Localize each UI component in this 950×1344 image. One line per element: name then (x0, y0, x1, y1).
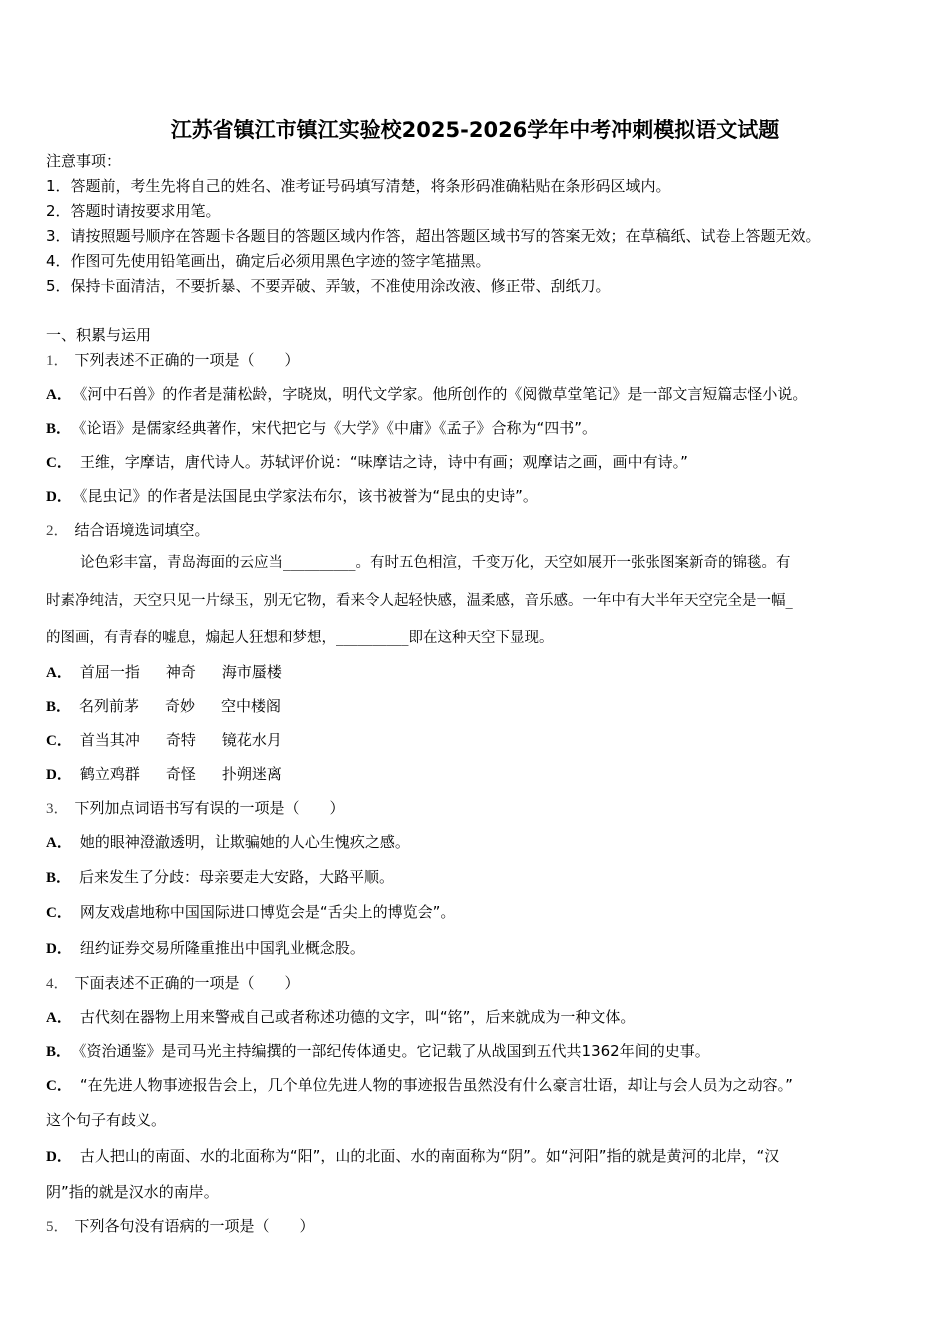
option-label: A． (46, 835, 72, 851)
option-a (46, 384, 807, 405)
notice-item: 5．保持卡面清洁，不要折暴、不要弄破、弄皱，不准使用涂改液、修正带、刮纸刀。 (46, 277, 611, 295)
question-5 (46, 1216, 315, 1237)
option-word: 奇怪 (165, 765, 196, 783)
option-text: 王维，字摩诘，唐代诗人。苏轼评价说：“味摩诘之诗，诗中有画；观摩诘之画，画中有诗。” (79, 453, 688, 471)
option-c-continued: 这个句子有歧义。 (46, 1111, 167, 1129)
option-text: 《论语》是儒家经典著作，宋代把它与《大学》《中庸》《孟子》合称为“四书”。 (79, 419, 598, 437)
notice-item: 2．答题时请按要求用笔。 (46, 202, 221, 220)
option-label: C． (46, 1078, 72, 1094)
option-a (46, 1007, 635, 1028)
option-label: C． (46, 905, 72, 921)
notice-item: 4．作图可先使用铅笔画出，确定后必须用黑色字迹的签字笔描黑。 (46, 252, 491, 270)
option-b (46, 418, 597, 439)
question-stem: 下列表述不正确的一项是（ ） (74, 351, 300, 369)
question-4 (46, 973, 300, 994)
option-text: 纽约证券交易所隆重推出中国乳业概念股。 (79, 939, 365, 957)
question-stem: 下列加点词语书写有误的一项是（ ） (74, 799, 345, 817)
option-label: A． (46, 1010, 72, 1026)
question-number: 1． (46, 353, 69, 369)
option-b (46, 867, 394, 888)
option-word: 海市蜃楼 (221, 663, 282, 681)
passage-line: 的图画，有青春的嘘息，煽起人狂想和梦想，__________即在这种天空下显现。 (46, 630, 554, 646)
option-text: 网友戏虐地称中国国际进口博览会是“舌尖上的博览会”。 (79, 903, 456, 921)
option-d (46, 1146, 779, 1167)
option-word: 奇妙 (165, 697, 196, 715)
option-label: A． (46, 665, 72, 681)
option-text: 她的眼神澄澈透明，让欺骗她的人心生愧疚之感。 (79, 833, 410, 851)
option-d (46, 486, 538, 507)
option-label: D． (46, 941, 72, 957)
option-word: 扑朔迷离 (221, 765, 282, 783)
option-c (46, 902, 455, 923)
option-text: 古代刻在器物上用来警戒自己或者称述功德的文字，叫“铭”，后来就成为一种文体。 (79, 1008, 636, 1026)
option-label: B． (46, 1044, 72, 1060)
option-label: D． (46, 767, 72, 783)
option-word: 奇特 (165, 731, 196, 749)
option-a (46, 832, 410, 853)
option-d-continued: 阴”指的就是汉水的南岸。 (46, 1183, 219, 1201)
question-stem: 下面表述不正确的一项是（ ） (74, 974, 300, 992)
option-label: C． (46, 733, 72, 749)
notice-item: 1．答题前，考生先将自己的姓名、准考证号码填写清楚，将条形码准确粘贴在条形码区域内。 (46, 177, 671, 195)
option-label: B． (46, 421, 72, 437)
question-number: 5． (46, 1219, 69, 1235)
section-heading: 一、积累与运用 (46, 326, 152, 344)
option-label: B． (46, 699, 72, 715)
option-c (46, 1075, 793, 1096)
option-label: B． (46, 870, 72, 886)
question-1 (46, 350, 300, 371)
question-2 (46, 520, 210, 541)
passage-line: 时素净纯洁，天空只见一片绿玉，别无它物，看来令人起轻快感，温柔感，音乐感。一年中有大半年天空完全是一幅_ (46, 593, 793, 609)
option-word: 空中楼阁 (221, 697, 282, 715)
option-label: A． (46, 387, 72, 403)
page-title: 江苏省镇江市镇江实验校2025-2026学年中考冲刺模拟语文试题 (170, 118, 780, 142)
notice-item: 3．请按照题号顺序在答题卡各题目的答题区域内作答，超出答题区域书写的答案无效；在草稿纸、试卷上答题无效。 (46, 227, 821, 245)
option-text: 《河中石兽》的作者是蒲松龄，字晓岚，明代文学家。他所创作的《阅微草堂笔记》是一部文言短篇志怪小说。 (79, 385, 808, 403)
option-c (46, 452, 688, 473)
option-d (46, 938, 365, 959)
option-label: C． (46, 455, 72, 471)
question-stem: 下列各句没有语病的一项是（ ） (74, 1217, 315, 1235)
option-word: 名列前茅 (79, 697, 140, 715)
option-c (46, 730, 282, 751)
option-word: 神奇 (165, 663, 196, 681)
option-a (46, 662, 282, 683)
option-d (46, 764, 282, 785)
option-text: “在先进人物事迹报告会上，几个单位先进人物的事迹报告虽然没有什么豪言壮语，却让与会人员为之动容。” (79, 1076, 793, 1094)
option-text: 《资治通鉴》是司马光主持编撰的一部纪传体通史。它记载了从战国到五代共1362年间的史事。 (79, 1042, 710, 1060)
question-number: 3． (46, 801, 69, 817)
option-word: 鹤立鸡群 (79, 765, 140, 783)
option-label: D． (46, 489, 72, 505)
option-text: 后来发生了分歧：母亲要走大安路，大路平顺。 (79, 868, 395, 886)
option-text: 《昆虫记》的作者是法国昆虫学家法布尔，该书被誉为“昆虫的史诗”。 (79, 487, 538, 505)
option-word: 首当其冲 (79, 731, 140, 749)
option-label: D． (46, 1149, 72, 1165)
option-text: 古人把山的南面、水的北面称为“阳”，山的北面、水的南面称为“阴”。如“河阳”指的就是黄河的北岸，“汉 (79, 1147, 780, 1165)
option-b (46, 1041, 710, 1062)
passage-line: 论色彩丰富，青岛海面的云应当__________。有时五色相渲，千变万化，天空如展开一张张图案新奇的锦毯。有 (80, 555, 791, 571)
question-3 (46, 798, 345, 819)
option-b (46, 696, 281, 717)
option-word: 镜花水月 (221, 731, 282, 749)
question-number: 2． (46, 523, 69, 539)
option-word: 首屈一指 (79, 663, 140, 681)
question-number: 4． (46, 976, 69, 992)
question-stem: 结合语境选词填空。 (74, 521, 210, 539)
notice-heading: 注意事项： (46, 152, 122, 170)
